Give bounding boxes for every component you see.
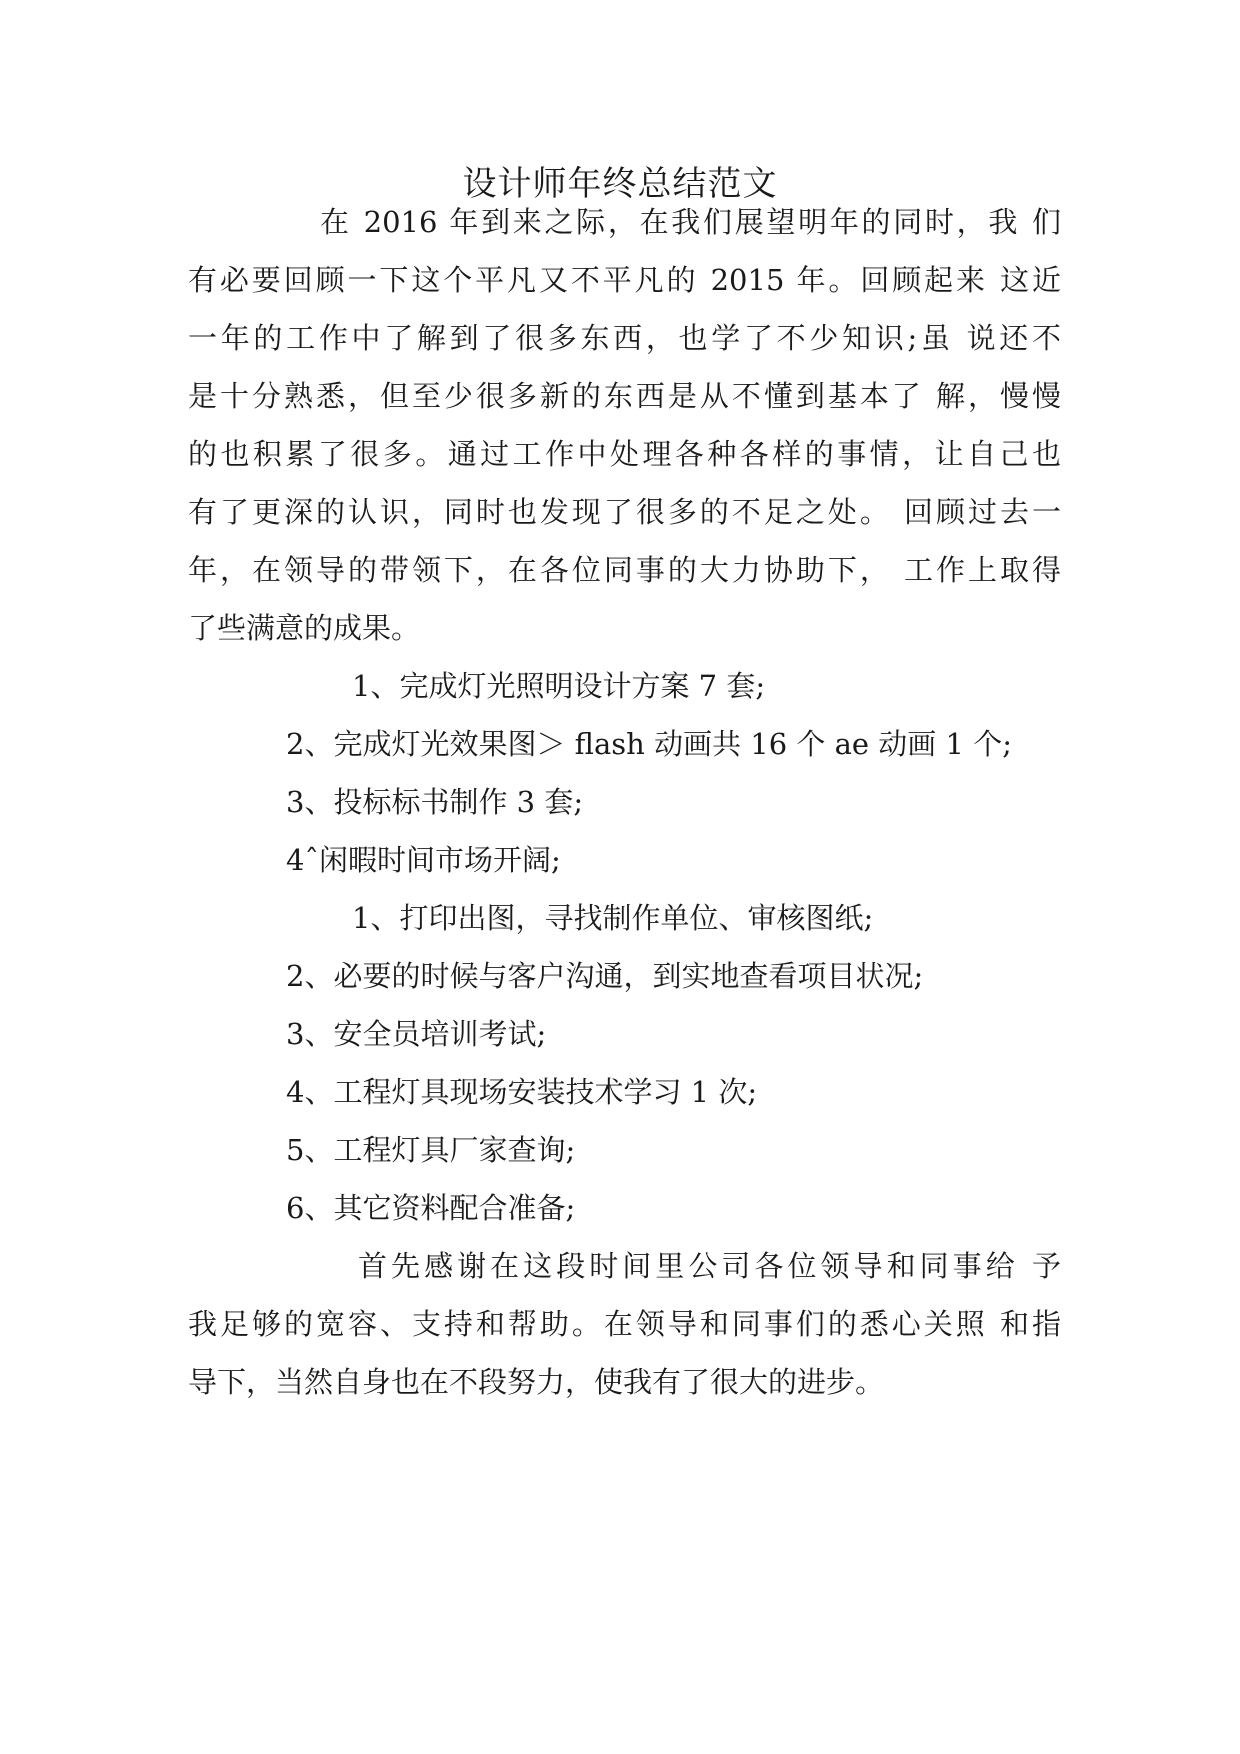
list-item: 3、安全员培训考试; bbox=[286, 1017, 547, 1051]
list-item: 1、完成灯光照明设计方案 7 套; bbox=[352, 669, 766, 703]
paragraph-line: 我足够的宽容、支持和帮助。在领导和同事们的悉心关照 和指 bbox=[188, 1307, 1061, 1341]
paragraph-line: 年，在领导的带领下，在各位同事的大力协助下， 工作上取得 bbox=[188, 553, 1061, 587]
list-item: 2、完成灯光效果图＞ flash 动画共 16 个 ae 动画 1 个; bbox=[286, 727, 1012, 761]
list-item: 5、工程灯具厂家查询; bbox=[286, 1133, 576, 1167]
paragraph-line: 有了更深的认识，同时也发现了很多的不足之处。 回顾过去一 bbox=[188, 495, 1061, 529]
list-item: 2、必要的时候与客户沟通，到实地查看项目状况; bbox=[286, 959, 924, 993]
paragraph-line: 是十分熟悉，但至少很多新的东西是从不懂到基本了 解，慢慢 bbox=[188, 379, 1061, 413]
list-item: 1、打印出图，寻找制作单位、审核图纸; bbox=[352, 901, 874, 935]
list-item: 4、工程灯具现场安装技术学习 1 次; bbox=[286, 1075, 758, 1109]
paragraph-line: 了些满意的成果。 bbox=[188, 611, 421, 645]
paragraph-line: 的也积累了很多。通过工作中处理各种各样的事情，让自己也 bbox=[188, 437, 1061, 471]
paragraph-line: 有必要回顾一下这个平凡又不平凡的 2015 年。回顾起来 这近 bbox=[188, 263, 1061, 297]
list-item: 4ˆ闲暇时间市场开阔; bbox=[286, 843, 561, 877]
list-item: 6、其它资料配合准备; bbox=[286, 1191, 576, 1225]
document-title: 设计师年终总结范文 bbox=[462, 164, 778, 204]
paragraph-line: 首先感谢在这段时间里公司各位领导和同事给 予 bbox=[358, 1249, 1061, 1283]
paragraph-line: 在 2016 年到来之际，在我们展望明年的同时，我 们 bbox=[320, 205, 1061, 239]
paragraph-line: 导下，当然自身也在不段努力，使我有了很大的进步。 bbox=[188, 1365, 885, 1399]
list-item: 3、投标标书制作 3 套; bbox=[286, 785, 584, 819]
paragraph-line: 一年的工作中了解到了很多东西，也学了不少知识;虽 说还不 bbox=[188, 321, 1061, 355]
